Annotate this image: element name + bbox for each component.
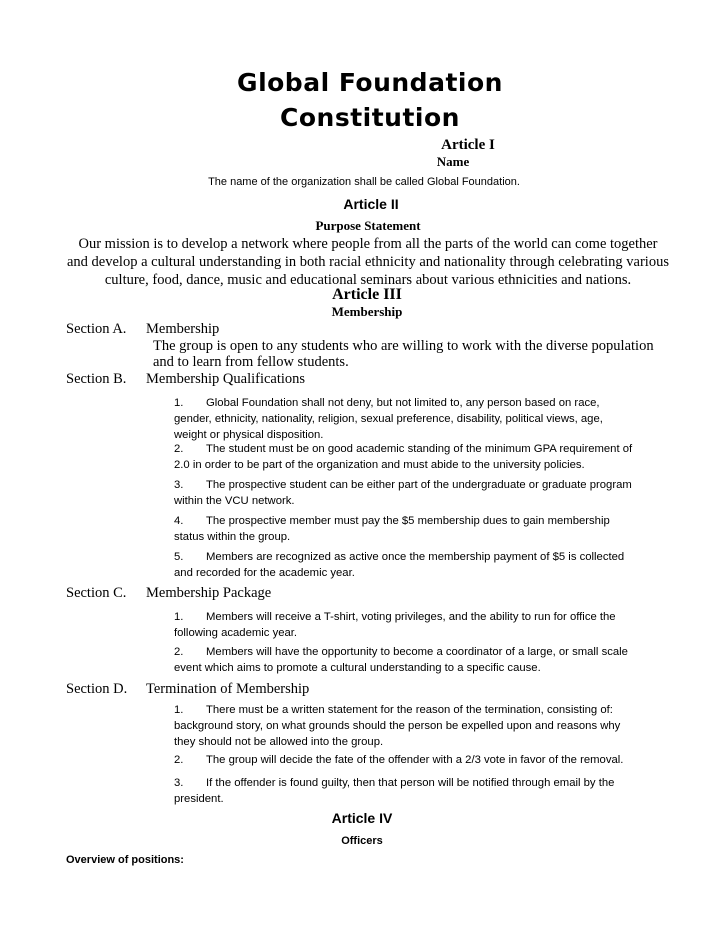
item-text: and recorded for the academic year. [174, 567, 355, 579]
item-number: 2. [174, 646, 184, 658]
article-4-heading: Article IV [331, 810, 393, 826]
section-a-header [66, 320, 219, 338]
item-number: 2. [174, 443, 184, 455]
item-text: The prospective member must pay the $5 membership dues to gain membership [206, 515, 610, 527]
section-d-label: Section D. [66, 681, 128, 697]
article-3-heading: Article III [332, 286, 402, 303]
section-b-item-2 [174, 441, 664, 473]
section-d-item-3 [174, 775, 664, 807]
article-1-subheading: Name [436, 154, 470, 169]
item-text: Members are recognized as active once the membership payment of $5 is collected [206, 551, 625, 563]
section-c-item-2 [174, 644, 664, 676]
section-a-line-1: The group is open to any students who are willing to work with the diverse population [153, 338, 654, 354]
item-text: There must be a written statement for the reason of the termination, consisting of: [206, 704, 613, 716]
item-text: 2.0 in order to be part of the organization and must abide to the university policies. [174, 459, 585, 471]
section-b-header [66, 370, 305, 388]
document-title-line2: Constitution [280, 103, 460, 132]
article-2-heading: Article II [343, 196, 399, 212]
section-b-label: Section B. [66, 371, 127, 387]
item-text: The student must be on good academic standing of the minimum GPA requirement of [206, 443, 633, 455]
article-1-text: The name of the organization shall be called Global Foundation. [208, 176, 520, 188]
item-number: 2. [174, 754, 184, 766]
document-title-line1: Global Foundation [237, 68, 503, 97]
item-text: The group will decide the fate of the offender with a 2/3 vote in favor of the removal. [206, 754, 624, 766]
section-d-header [66, 680, 309, 698]
section-a-title: Membership [146, 321, 220, 337]
section-b-item-5 [174, 549, 664, 581]
section-a-label: Section A. [66, 321, 127, 337]
purpose-statement-line-2: and develop a cultural understanding in both racial ethnicity and nationality through celebrating various [67, 254, 669, 270]
section-c-label: Section C. [66, 585, 127, 601]
section-b-item-3 [174, 477, 664, 509]
item-text: president. [174, 793, 224, 805]
item-text: within the VCU network. [174, 495, 295, 507]
section-d-item-1 [174, 702, 664, 750]
section-c-header [66, 584, 271, 602]
item-number: 1. [174, 611, 184, 623]
item-text: The prospective student can be either part of the undergraduate or graduate program [206, 479, 632, 491]
item-text: background story, on what grounds should the person be expelled upon and reasons why [174, 720, 621, 732]
section-b-item-1 [174, 395, 664, 443]
item-text: Members will have the opportunity to become a coordinator of a large, or small scale [206, 646, 628, 658]
section-c-title: Membership Package [146, 585, 272, 601]
item-text: following academic year. [174, 627, 298, 639]
purpose-statement-line-1: Our mission is to develop a network where people from all the parts of the world can come together [78, 236, 658, 252]
overview-of-positions: Overview of positions: [66, 854, 184, 866]
item-number: 1. [174, 397, 184, 409]
article-3-subheading: Membership [331, 304, 403, 319]
article-2-subheading: Purpose Statement [315, 218, 421, 233]
item-text: Members will receive a T-shirt, voting privileges, and the ability to run for office the [206, 611, 616, 623]
section-b-title: Membership Qualifications [146, 371, 306, 387]
section-a-line-2: and to learn from fellow students. [153, 354, 349, 370]
section-d-title: Termination of Membership [146, 681, 310, 697]
item-text: gender, ethnicity, nationality, religion, sexual preference, disability, political views, age, [174, 413, 603, 425]
item-text: weight or physical disposition. [174, 429, 324, 441]
article-4-subheading: Officers [341, 835, 383, 847]
section-c-item-1 [174, 609, 664, 641]
purpose-statement-line-3: culture, food, dance, music and educational seminars about various ethnicities and nations. [104, 272, 632, 288]
section-d-item-2 [174, 752, 664, 768]
item-text: they should not be allowed into the group. [174, 736, 384, 748]
item-number: 3. [174, 479, 184, 491]
item-text: event which aims to promote a cultural understanding to a specific cause. [174, 662, 541, 674]
item-text: status within the group. [174, 531, 291, 543]
item-number: 4. [174, 515, 184, 527]
section-b-item-4 [174, 513, 664, 545]
item-number: 5. [174, 551, 184, 563]
item-number: 1. [174, 704, 184, 716]
item-text: If the offender is found guilty, then that person will be notified through email by the [206, 777, 615, 789]
item-number: 3. [174, 777, 184, 789]
item-text: Global Foundation shall not deny, but not limited to, any person based on race, [206, 397, 600, 409]
article-1-heading: Article I [441, 137, 495, 153]
